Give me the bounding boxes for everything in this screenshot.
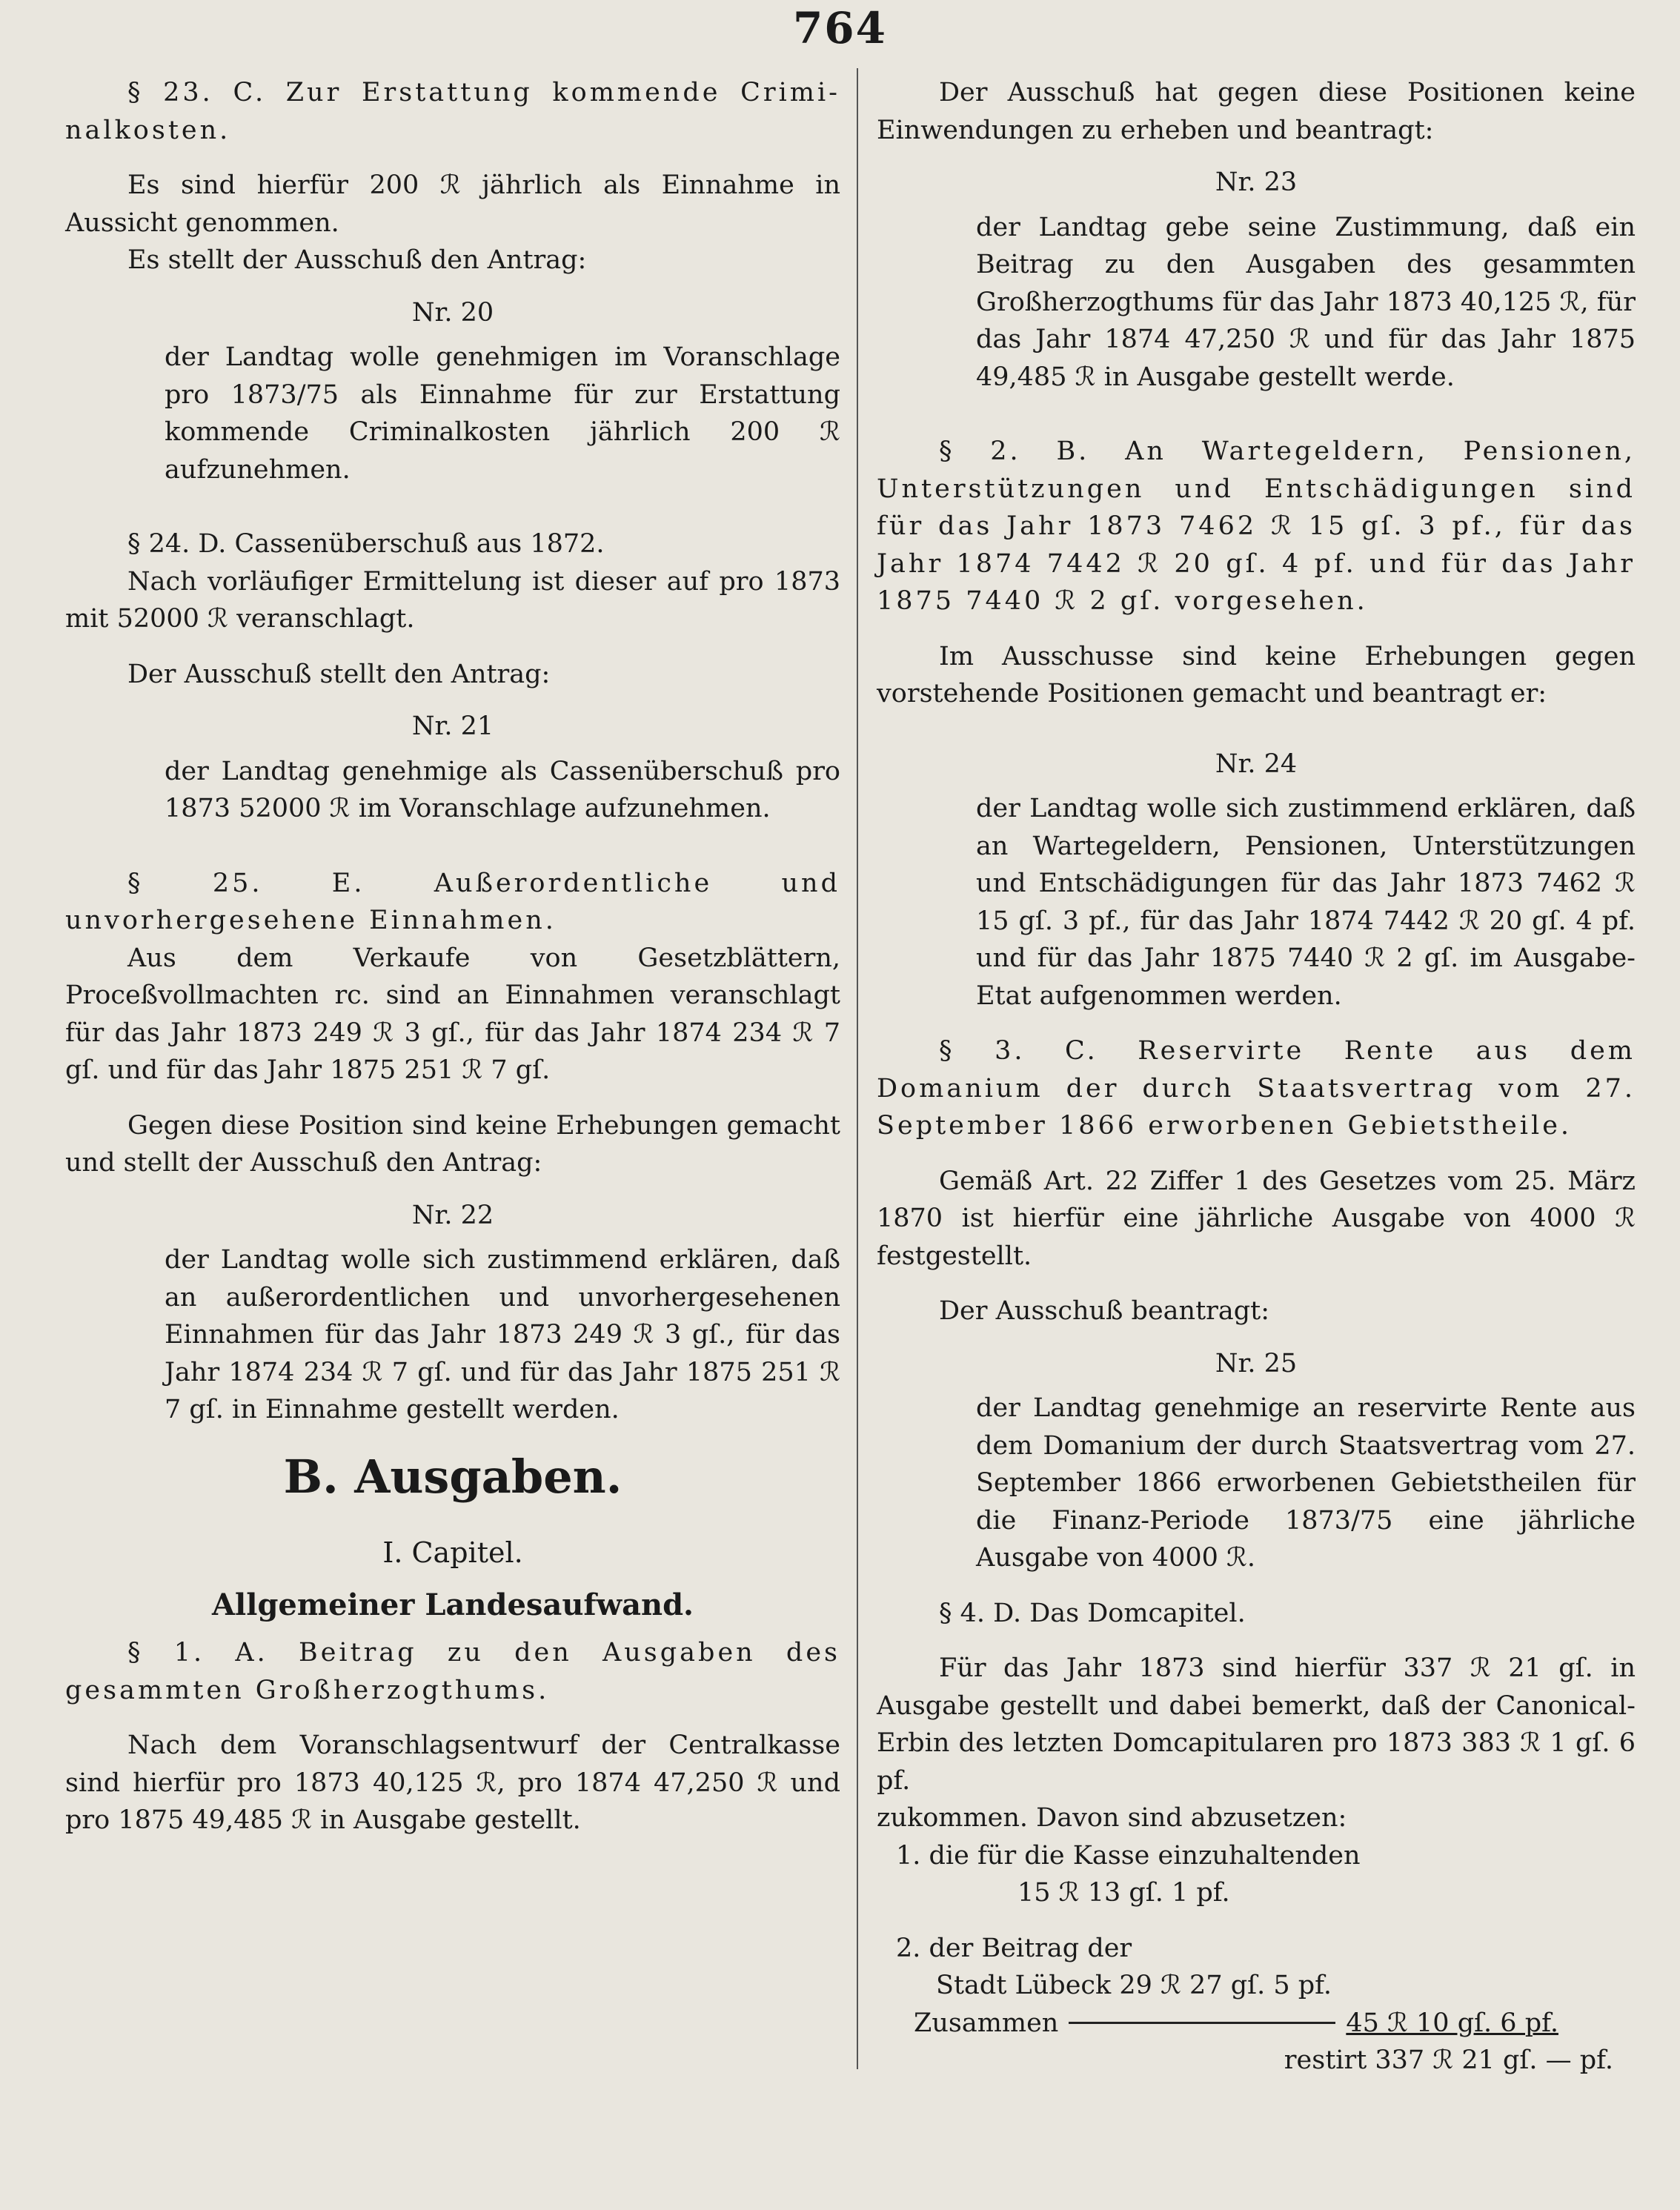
section-23-motion-intro: Es stellt der Ausschuß den Antrag: <box>127 245 587 275</box>
motion-nr-23: Nr. 23 <box>1215 167 1298 197</box>
section-4-amount: 383 ℛ 1 gſ. 6 pf. <box>877 1728 1636 1796</box>
motion-21-text: der Landtag genehmige als Cassenüberschuß pro 1873 52000 ℛ im Voranschlage aufzunehmen. <box>165 756 840 823</box>
motion-24-text: der Landtag wolle sich zustimmend erklären, daß an Wartegeldern, Pensionen, Unterstützungen und Entschädigungen für das Jahr 1873 7462 ℛ 15 gſ. 3 pf., für das Jahr 1874 7442 ℛ 20 gſ. 4 pf. und für das Jahr 1875 7440 ℛ 2 gſ. im Ausgabe-Etat aufgenommen werden. <box>976 794 1636 1011</box>
motion-nr-21: Nr. 21 <box>411 711 494 741</box>
section-23-text: Es sind hierfür 200 ℛ jährlich als Einnahme in Aussicht genommen. <box>65 170 840 238</box>
section-2-heading: § 2. B. An Wartegeldern, Pensionen, Unterstützungen und Entschädigungen sind für das Jahr 1873 7462 ℛ 15 gſ. 3 pf., für das Jahr 1874 7442 ℛ 20 gſ. 4 pf. und für das Jahr 1875 7440 ℛ 2 gſ. vorgesehen. <box>877 437 1636 616</box>
section-3-heading: § 3. C. Reservirte Rente aus dem Domanium der durch Staatsvertrag vom 27. September 1866 erworbenen Gebietstheile. <box>877 1036 1636 1141</box>
section-4-heading: § 4. D. Das Domcapitel. <box>939 1598 1246 1628</box>
section-4-text-main: Für das Jahr 1873 sind hierfür 337 ℛ 21 gſ. in Ausgabe gestellt und dabei bemerkt, daß der Canonical-Erbin des letzten Domcapitularen pro 1873 <box>877 1653 1636 1758</box>
intro-text: Der Ausschuß hat gegen diese Positionen keine Einwendungen zu erheben und beantragt: <box>877 78 1636 145</box>
motion-22-text: der Landtag wolle sich zustimmend erklären, daß an außerordentlichen und unvorhergesehenen Einnahmen für das Jahr 1873 249 ℛ 3 gſ., für das Jahr 1874 234 ℛ 7 gſ. und für das Jahr 1875 251 ℛ 7 gſ. in Einnahme gestellt werden. <box>165 1245 840 1424</box>
section-24-motion-intro: Der Ausschuß stellt den Antrag: <box>127 659 551 689</box>
section-25-heading: § 25. E. Außerordentliche und unvorhergesehene Einnahmen. <box>65 868 840 935</box>
section-2-text: Im Ausschusse sind keine Erhebungen gegen vorstehende Positionen gemacht und beantragt er: <box>877 641 1636 709</box>
page-number: 764 <box>792 3 888 53</box>
motion-23-text: der Landtag gebe seine Zustimmung, daß ein Beitrag zu den Ausgaben des gesammten Großherzogthums für das Jahr 1873 40,125 ℛ, für das Jahr 1874 47,250 ℛ und für das Jahr 1875 49,485 ℛ in Ausgabe gestellt werde. <box>976 212 1636 392</box>
motion-nr-25: Nr. 25 <box>1215 1348 1298 1378</box>
section-3-motion-intro: Der Ausschuß beantragt: <box>939 1296 1270 1326</box>
deduction-item-2: 2. der Beitrag der <box>896 1933 1132 1963</box>
remainder-line: restirt 337 ℛ 21 gſ. — pf. <box>1284 2045 1613 2075</box>
section-25-motion-intro: Gegen diese Position sind keine Erhebungen gemacht und stellt der Ausschuß den Antrag: <box>65 1110 840 1178</box>
section-24-text: Nach vorläufiger Ermittelung ist dieser auf pro 1873 mit 52000 ℛ veranschlagt. <box>65 566 840 634</box>
total-amount: 45 ℛ 10 gſ. 6 pf. <box>1346 2008 1558 2038</box>
deduction-item-2-amount: Stadt Lübeck 29 ℛ 27 gſ. 5 pf. <box>936 1971 1332 2000</box>
total-label: Zusammen <box>914 2008 1059 2038</box>
section-1-heading: § 1. A. Beitrag zu den Ausgaben des gesammten Großherzogthums. <box>65 1638 840 1705</box>
section-23-heading: § 23. C. Zur Erstattung kommende Crimi-nalkosten. <box>65 78 840 145</box>
section-1-text: Nach dem Voranschlagsentwurf der Centralkasse sind hierfür pro 1873 40,125 ℛ, pro 1874 47,250 ℛ und pro 1875 49,485 ℛ in Ausgabe gestellt. <box>65 1730 840 1835</box>
total-line <box>877 2005 1636 2043</box>
section-4-text-end: zukommen. Davon sind abzusetzen: <box>877 1803 1347 1833</box>
section-3-text: Gemäß Art. 22 Ziffer 1 des Gesetzes vom 25. März 1870 ist hierfür eine jährliche Ausgabe von 4000 ℛ festgestellt. <box>877 1166 1636 1271</box>
motion-25-text: der Landtag genehmige an reservirte Rente aus dem Domanium der durch Staatsvertrag vom 27. September 1866 erworbenen Gebietstheilen für die Finanz-Periode 1873/75 eine jährliche Ausgabe von 4000 ℛ. <box>976 1393 1636 1573</box>
allgemeiner-landesaufwand-heading: Allgemeiner Landesaufwand. <box>212 1587 694 1622</box>
right-column <box>877 74 1636 2080</box>
capitel-heading: I. Capitel. <box>382 1536 523 1569</box>
total-rule <box>1069 2022 1335 2024</box>
left-column <box>65 74 840 1839</box>
heading-b-ausgaben: B. Ausgaben. <box>283 1449 622 1504</box>
section-24-heading: § 24. D. Cassenüberschuß aus 1872. <box>127 529 605 559</box>
section-25-text: Aus dem Verkaufe von Gesetzblättern, Proceßvollmachten rc. sind an Einnahmen veranschlagt für das Jahr 1873 249 ℛ 3 gſ., für das Jahr 1874 234 ℛ 7 gſ. und für das Jahr 1875 251 ℛ 7 gſ. <box>65 943 840 1085</box>
section-4-text <box>877 1650 1636 1799</box>
motion-nr-22: Nr. 22 <box>411 1200 494 1230</box>
motion-20-text: der Landtag wolle genehmigen im Voranschlage pro 1873/75 als Einnahme für zur Erstattung kommende Criminalkosten jährlich 200 ℛ aufzunehmen. <box>165 342 840 485</box>
deduction-item-1-amount: 15 ℛ 13 gſ. 1 pf. <box>1017 1878 1230 1908</box>
motion-nr-20: Nr. 20 <box>411 297 494 328</box>
motion-nr-24: Nr. 24 <box>1215 749 1298 779</box>
deduction-item-1: 1. die für die Kasse einzuhaltenden <box>896 1840 1361 1871</box>
column-divider <box>857 68 858 2069</box>
